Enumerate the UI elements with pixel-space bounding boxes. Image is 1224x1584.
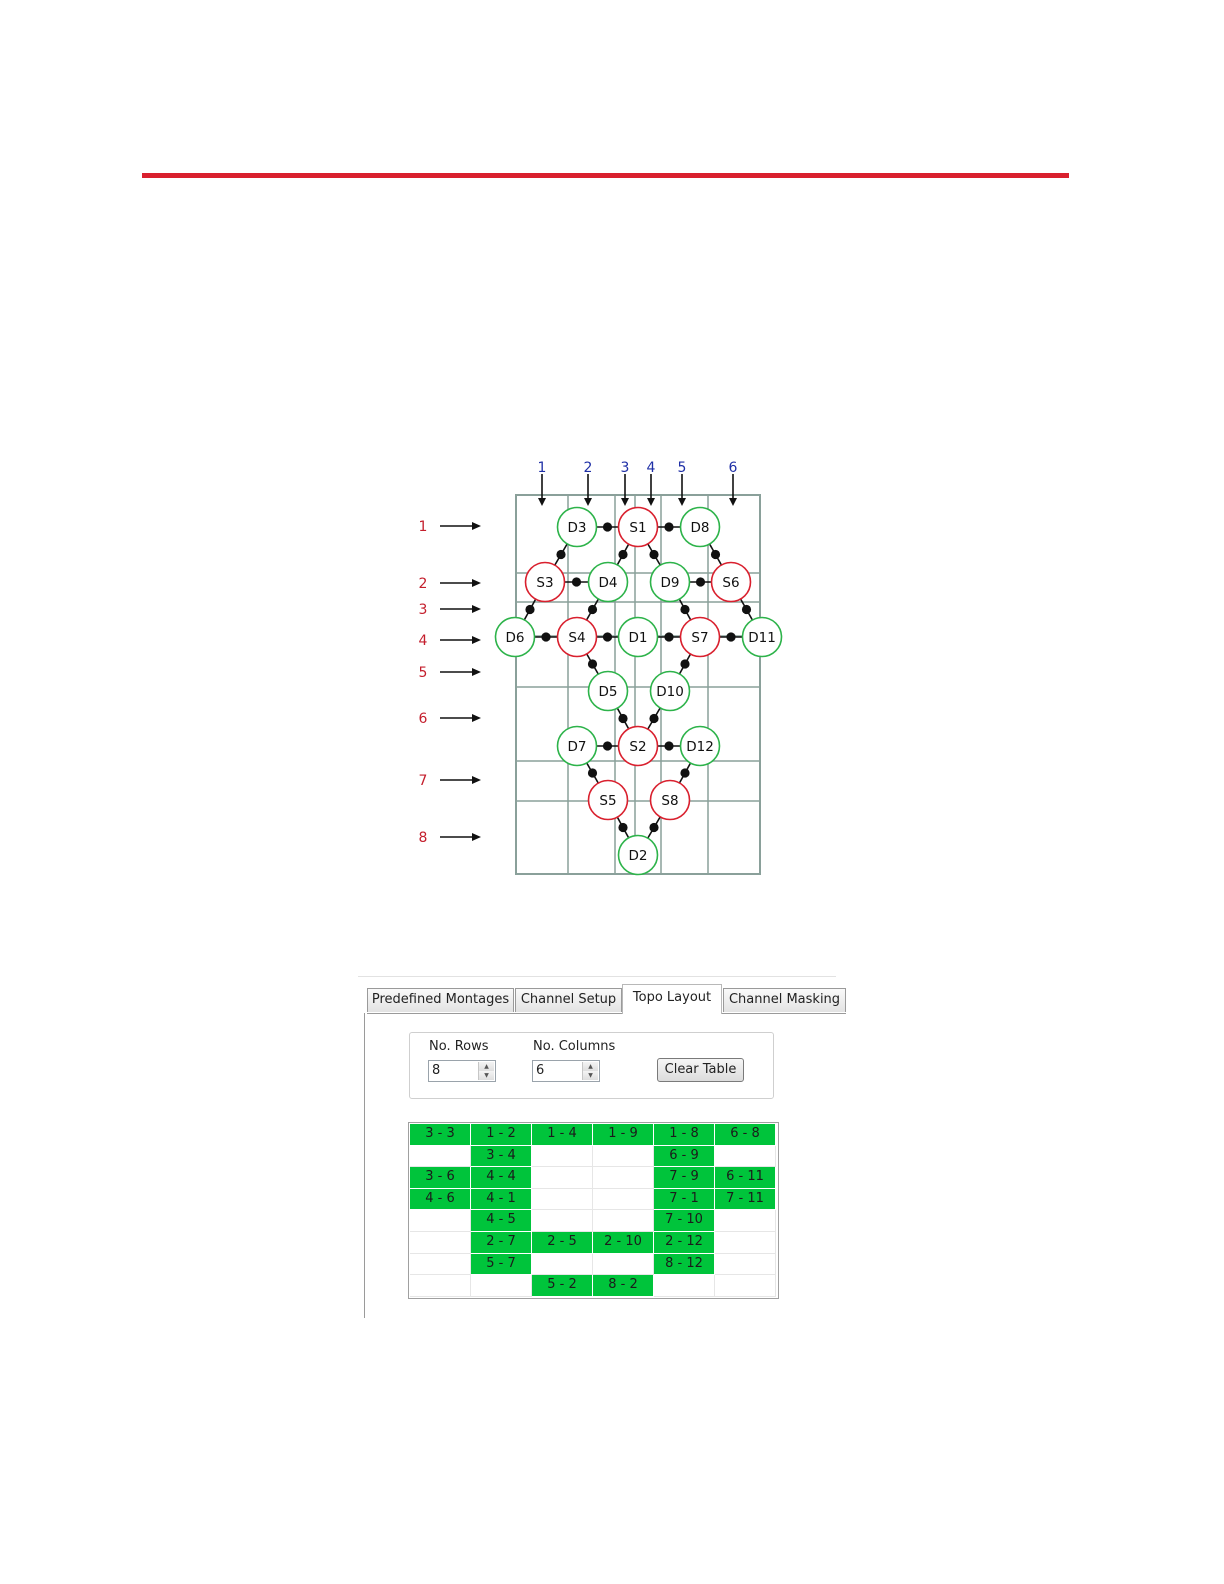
optode-label: D2 xyxy=(628,848,648,864)
table-cell[interactable]: 1 - 8 xyxy=(654,1124,715,1146)
link-dot xyxy=(588,605,597,614)
table-cell[interactable] xyxy=(654,1275,715,1297)
columns-decrement-icon[interactable]: ▼ xyxy=(583,1071,598,1080)
optode-label: D4 xyxy=(598,575,618,591)
optode-label: D9 xyxy=(660,575,680,591)
link-dot xyxy=(711,550,720,559)
table-cell[interactable] xyxy=(410,1210,471,1232)
table-cell[interactable] xyxy=(593,1167,654,1189)
column-arrow-head xyxy=(647,498,655,506)
table-cell[interactable]: 7 - 9 xyxy=(654,1167,715,1189)
link-dot xyxy=(618,550,627,559)
link-dot xyxy=(603,522,612,531)
rows-value[interactable]: 8 xyxy=(432,1063,441,1078)
row-arrow-head xyxy=(472,833,481,841)
column-label: 6 xyxy=(728,460,738,476)
optode-label: D5 xyxy=(598,684,618,700)
topo-layout-table xyxy=(408,1122,779,1299)
table-cell[interactable]: 3 - 4 xyxy=(471,1146,532,1168)
table-cell[interactable] xyxy=(715,1232,776,1254)
rows-label: No. Rows xyxy=(429,1039,489,1054)
row-arrow-head xyxy=(472,668,481,676)
table-cell[interactable] xyxy=(593,1254,654,1276)
table-cell[interactable]: 7 - 1 xyxy=(654,1189,715,1211)
header-rule xyxy=(142,173,1069,178)
optode-label: D8 xyxy=(690,520,710,536)
link-dot xyxy=(649,714,658,723)
row-arrow-head xyxy=(472,579,481,587)
tab-topo-layout[interactable]: Topo Layout xyxy=(622,984,722,1014)
rows-spinner[interactable] xyxy=(428,1060,496,1082)
table-cell[interactable]: 4 - 4 xyxy=(471,1167,532,1189)
table-cell[interactable]: 1 - 2 xyxy=(471,1124,532,1146)
table-cell[interactable]: 7 - 11 xyxy=(715,1189,776,1211)
row-arrow-head xyxy=(472,605,481,613)
link-dot xyxy=(603,741,612,750)
columns-increment-icon[interactable]: ▲ xyxy=(583,1062,598,1072)
link-dot xyxy=(726,632,735,641)
optode-label: S6 xyxy=(722,575,740,591)
row-label: 6 xyxy=(418,711,428,727)
optode-label: D6 xyxy=(505,630,525,646)
link-dot xyxy=(556,550,565,559)
panel-left-border xyxy=(364,1013,365,1318)
clear-table-button[interactable]: Clear Table xyxy=(657,1058,744,1082)
column-arrow-head xyxy=(584,498,592,506)
optode-label: D10 xyxy=(656,684,684,700)
table-cell[interactable] xyxy=(593,1189,654,1211)
link-dot xyxy=(649,550,658,559)
column-label: 3 xyxy=(620,460,630,476)
table-cell[interactable]: 1 - 4 xyxy=(532,1124,593,1146)
table-cell[interactable]: 4 - 5 xyxy=(471,1210,532,1232)
optode-label: D11 xyxy=(748,630,776,646)
row-arrow-head xyxy=(472,714,481,722)
column-label: 5 xyxy=(677,460,687,476)
optode-label: D1 xyxy=(628,630,648,646)
table-cell[interactable]: 6 - 9 xyxy=(654,1146,715,1168)
columns-value[interactable]: 6 xyxy=(536,1063,545,1078)
montage-window xyxy=(358,976,848,1320)
window-top-edge xyxy=(358,976,836,977)
table-cell[interactable] xyxy=(532,1189,593,1211)
optode-label: D3 xyxy=(567,520,587,536)
link-dot xyxy=(742,605,751,614)
row-arrow-head xyxy=(472,522,481,530)
optode-label: S1 xyxy=(629,520,647,536)
row-label: 4 xyxy=(418,633,428,649)
column-arrow-head xyxy=(621,498,629,506)
link-dot xyxy=(664,632,673,641)
tab-channel-setup[interactable]: Channel Setup xyxy=(515,988,622,1012)
row-label: 8 xyxy=(418,830,428,846)
link-dot xyxy=(603,632,612,641)
row-arrow-head xyxy=(472,776,481,784)
table-cell[interactable]: 2 - 7 xyxy=(471,1232,532,1254)
column-label: 1 xyxy=(537,460,547,476)
optode-label: S2 xyxy=(629,739,647,755)
rows-decrement-icon[interactable]: ▼ xyxy=(479,1071,494,1080)
optode-label: S8 xyxy=(661,793,679,809)
link-dot xyxy=(664,741,673,750)
table-cell[interactable] xyxy=(715,1275,776,1297)
table-cell[interactable] xyxy=(532,1146,593,1168)
link-dot xyxy=(680,659,689,668)
column-arrow-head xyxy=(729,498,737,506)
optode-label: D7 xyxy=(567,739,587,755)
link-dot xyxy=(572,577,581,586)
table-cell[interactable] xyxy=(715,1146,776,1168)
table-cell[interactable] xyxy=(532,1254,593,1276)
table-cell[interactable] xyxy=(715,1210,776,1232)
optode-label: D12 xyxy=(686,739,714,755)
table-cell[interactable]: 2 - 5 xyxy=(532,1232,593,1254)
table-cell[interactable] xyxy=(593,1210,654,1232)
row-label: 2 xyxy=(418,576,428,592)
table-cell[interactable] xyxy=(410,1146,471,1168)
optode-label: S4 xyxy=(568,630,586,646)
link-dot xyxy=(588,768,597,777)
table-cell[interactable] xyxy=(715,1254,776,1276)
table-cell[interactable] xyxy=(410,1275,471,1297)
column-label: 2 xyxy=(583,460,593,476)
table-cell[interactable]: 8 - 2 xyxy=(593,1275,654,1297)
table-cell[interactable] xyxy=(593,1146,654,1168)
link-dot xyxy=(664,522,673,531)
table-cell[interactable] xyxy=(410,1254,471,1276)
table-cell[interactable] xyxy=(410,1232,471,1254)
table-cell[interactable] xyxy=(532,1210,593,1232)
row-arrow-head xyxy=(472,636,481,644)
link-dot xyxy=(680,768,689,777)
optode-label: S5 xyxy=(599,793,617,809)
table-cell[interactable]: 1 - 9 xyxy=(593,1124,654,1146)
table-cell[interactable]: 6 - 11 xyxy=(715,1167,776,1189)
tab-channel-masking[interactable]: Channel Masking xyxy=(723,988,846,1012)
tab-panel-border xyxy=(367,1013,846,1014)
link-dot xyxy=(649,823,658,832)
link-dot xyxy=(588,659,597,668)
table-cell[interactable]: 4 - 6 xyxy=(410,1189,471,1211)
table-cell[interactable]: 7 - 10 xyxy=(654,1210,715,1232)
table-cell[interactable] xyxy=(471,1275,532,1297)
optode-label: S3 xyxy=(536,575,554,591)
table-cell[interactable]: 8 - 12 xyxy=(654,1254,715,1276)
row-label: 5 xyxy=(418,665,428,681)
column-arrow-head xyxy=(538,498,546,506)
table-cell[interactable]: 4 - 1 xyxy=(471,1189,532,1211)
rows-increment-icon[interactable]: ▲ xyxy=(479,1062,494,1072)
table-cell[interactable]: 3 - 6 xyxy=(410,1167,471,1189)
optode-label: S7 xyxy=(691,630,709,646)
link-dot xyxy=(696,577,705,586)
columns-spinner[interactable] xyxy=(532,1060,600,1082)
link-dot xyxy=(618,714,627,723)
tab-predefined-montages[interactable]: Predefined Montages xyxy=(367,988,514,1012)
table-cell[interactable]: 5 - 7 xyxy=(471,1254,532,1276)
table-cell[interactable]: 3 - 3 xyxy=(410,1124,471,1146)
dimension-controls xyxy=(409,1032,774,1099)
table-cell[interactable]: 2 - 10 xyxy=(593,1232,654,1254)
columns-spinner-buttons xyxy=(582,1062,598,1080)
link-dot xyxy=(541,632,550,641)
topo-layout-cells xyxy=(410,1124,776,1297)
table-cell[interactable]: 5 - 2 xyxy=(532,1275,593,1297)
column-arrow-head xyxy=(678,498,686,506)
link-dot xyxy=(680,605,689,614)
row-label: 7 xyxy=(418,773,428,789)
table-cell[interactable] xyxy=(532,1167,593,1189)
row-label: 1 xyxy=(418,519,428,535)
columns-label: No. Columns xyxy=(533,1039,616,1054)
link-dot xyxy=(618,823,627,832)
grid-frame xyxy=(516,495,760,874)
rows-spinner-buttons xyxy=(478,1062,494,1080)
table-cell[interactable]: 6 - 8 xyxy=(715,1124,776,1146)
row-label: 3 xyxy=(418,602,428,618)
table-cell[interactable]: 2 - 12 xyxy=(654,1232,715,1254)
column-label: 4 xyxy=(646,460,656,476)
link-dot xyxy=(525,605,534,614)
optode-layout-diagram xyxy=(400,450,800,890)
